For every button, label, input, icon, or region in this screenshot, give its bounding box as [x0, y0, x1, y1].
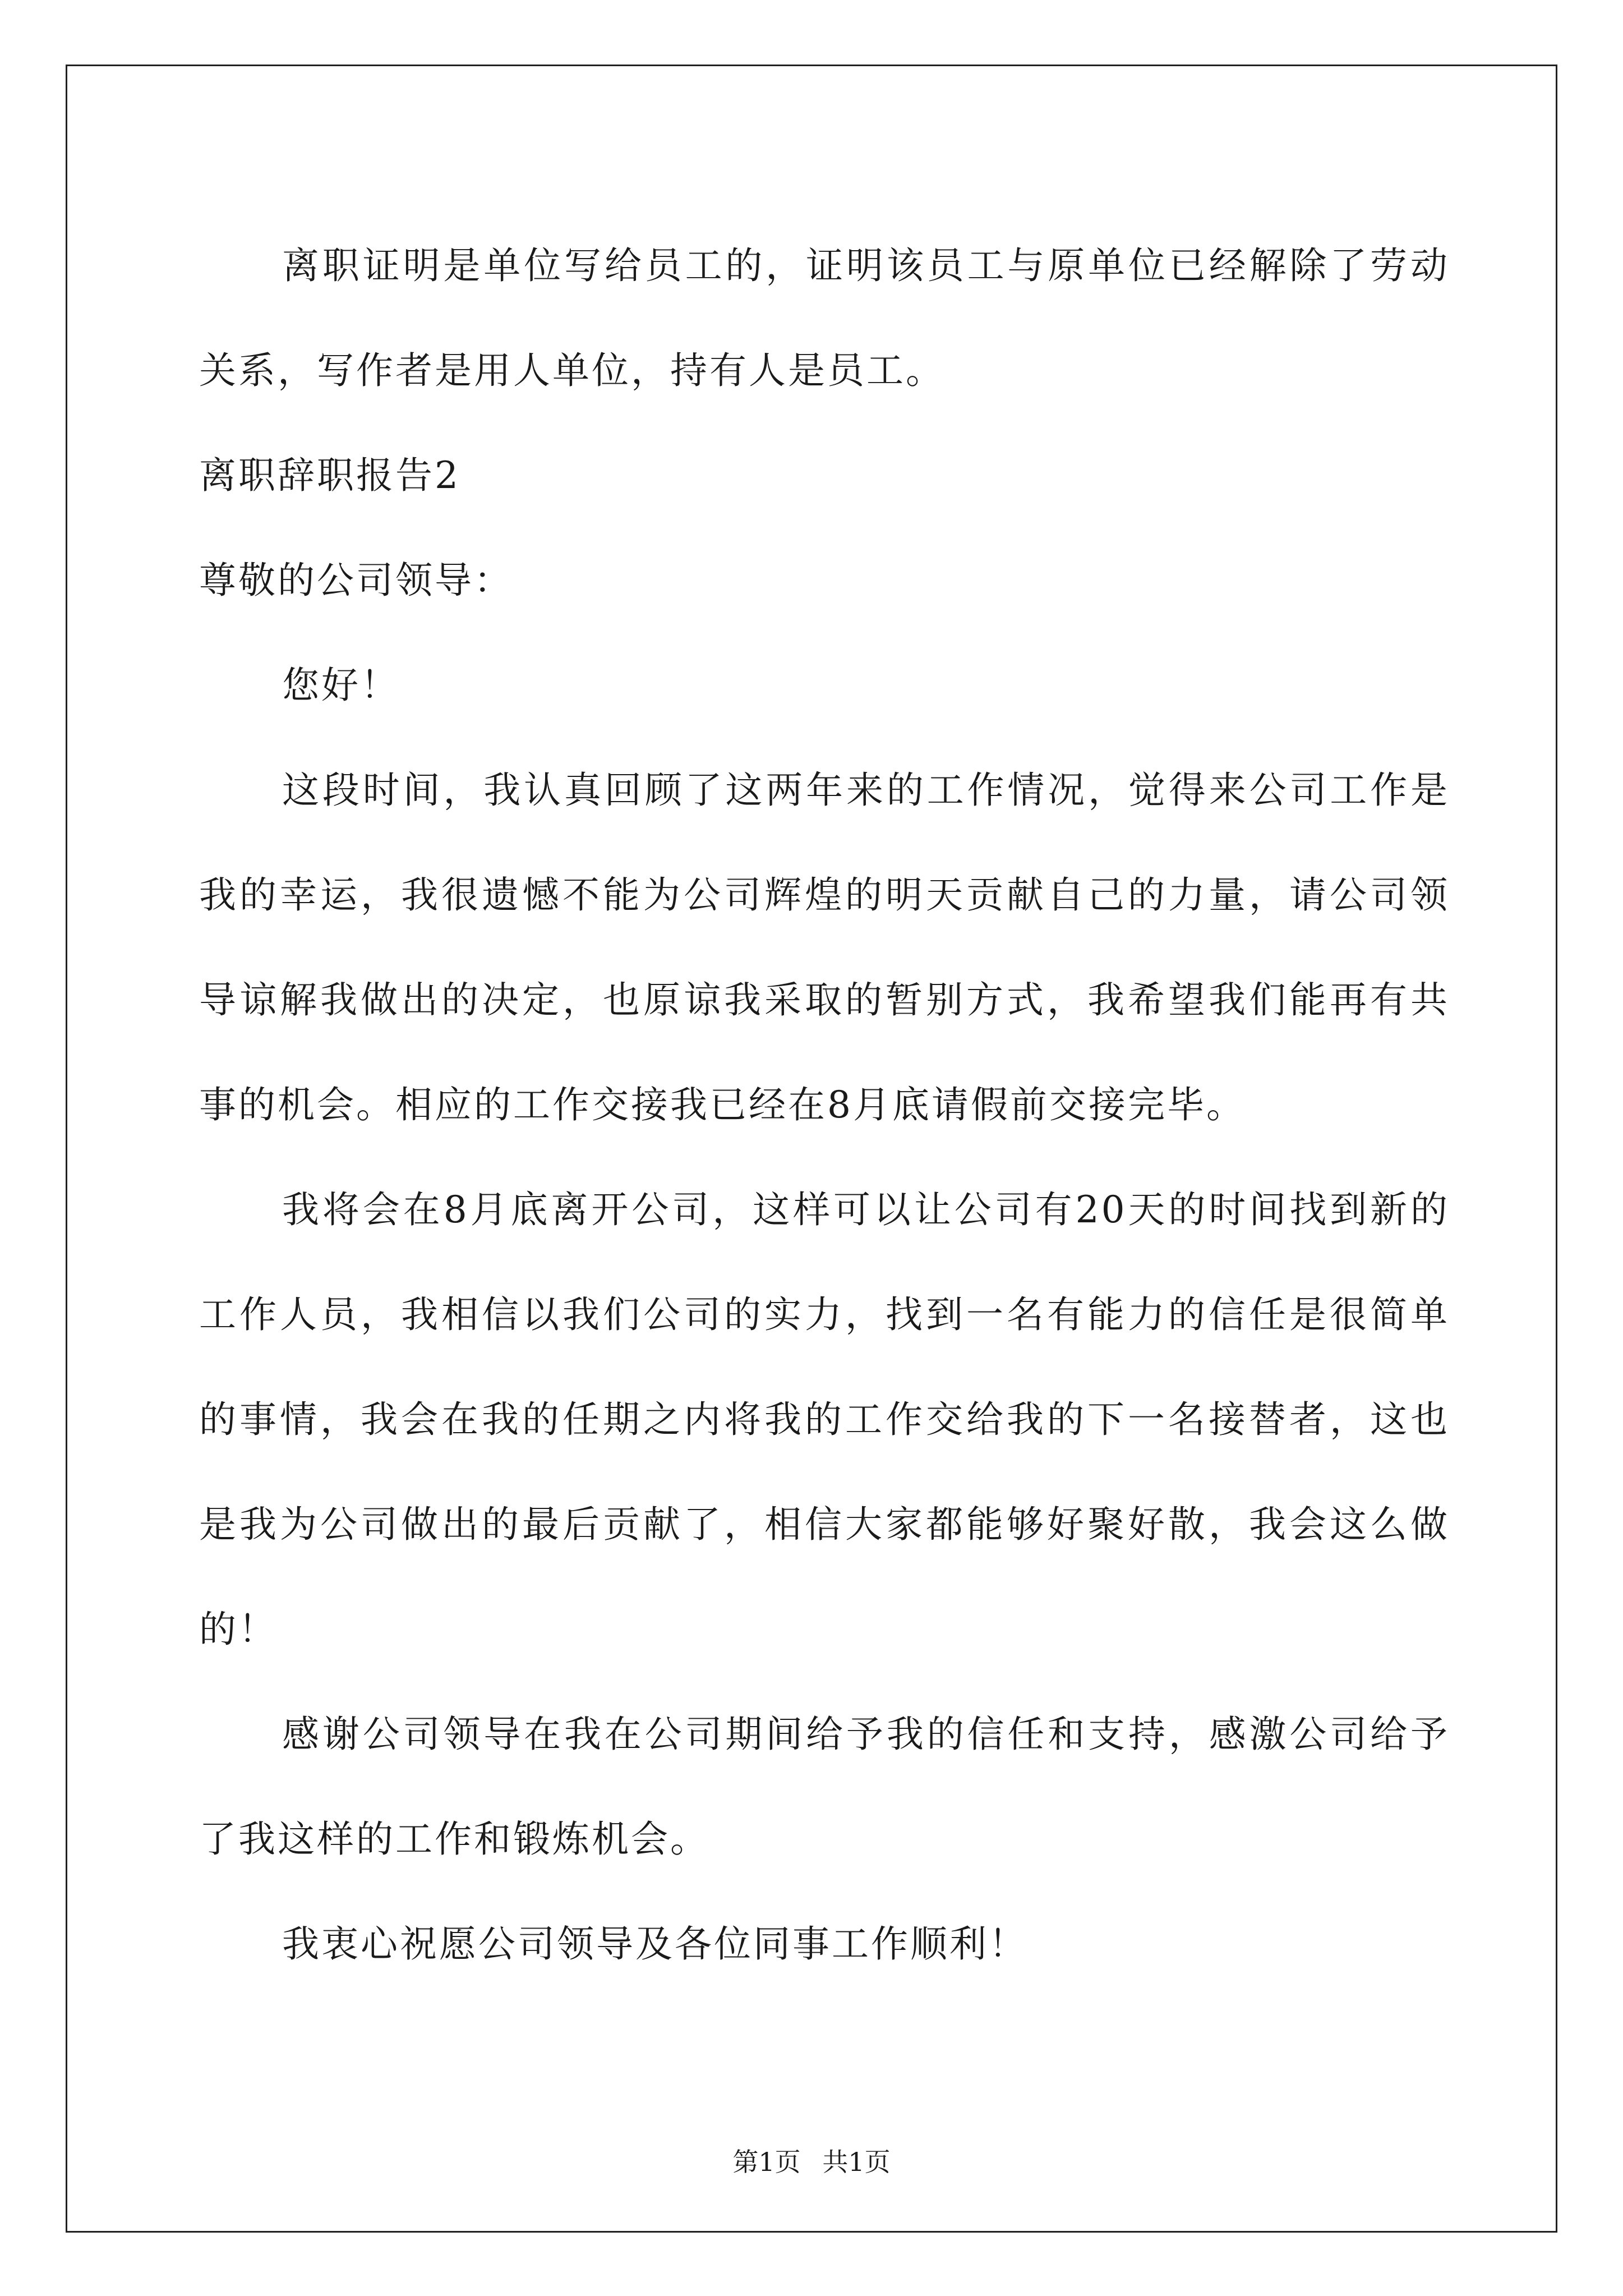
document-body	[199, 213, 1450, 1996]
page-total: 共1页	[822, 2147, 891, 2177]
paragraph-departure-plan: 我将会在8月底离开公司，这样可以让公司有20天的时间找到新的工作人员，我相信以我们公司的实力，找到一名有能力的信任是很简单的事情，我会在我的任期之内将我的工作交给我的下一名接替者，这也是我为公司做出的最后贡献了，相信大家都能够好聚好散，我会这么做的！	[199, 1188, 1450, 1651]
greeting: 您好！	[282, 664, 400, 707]
paragraph-certificate-definition: 离职证明是单位写给员工的，证明该员工与原单位已经解除了劳动关系，写作者是用人单位，持有人是员工。	[199, 244, 1450, 392]
section-title: 离职辞职报告2	[199, 454, 460, 497]
paragraph-thanks: 感谢公司领导在我在公司期间给予我的信任和支持，感激公司给予了我这样的工作和锻炼机会。	[199, 1713, 1450, 1861]
paragraph-wishes: 我衷心祝愿公司领导及各位同事工作顺利！	[282, 1922, 1028, 1966]
page-number: 第1页	[732, 2147, 801, 2177]
salutation: 尊敬的公司领导：	[199, 559, 513, 602]
page-footer	[0, 2142, 1623, 2179]
paragraph-reflection: 这段时间，我认真回顾了这两年来的工作情况，觉得来公司工作是我的幸运，我很遗憾不能为公司辉煌的明天贡献自己的力量，请公司领导谅解我做出的决定，也原谅我采取的暂别方式，我希望我们能再有共事的机会。相应的工作交接我已经在8月底请假前交接完毕。	[199, 769, 1450, 1126]
